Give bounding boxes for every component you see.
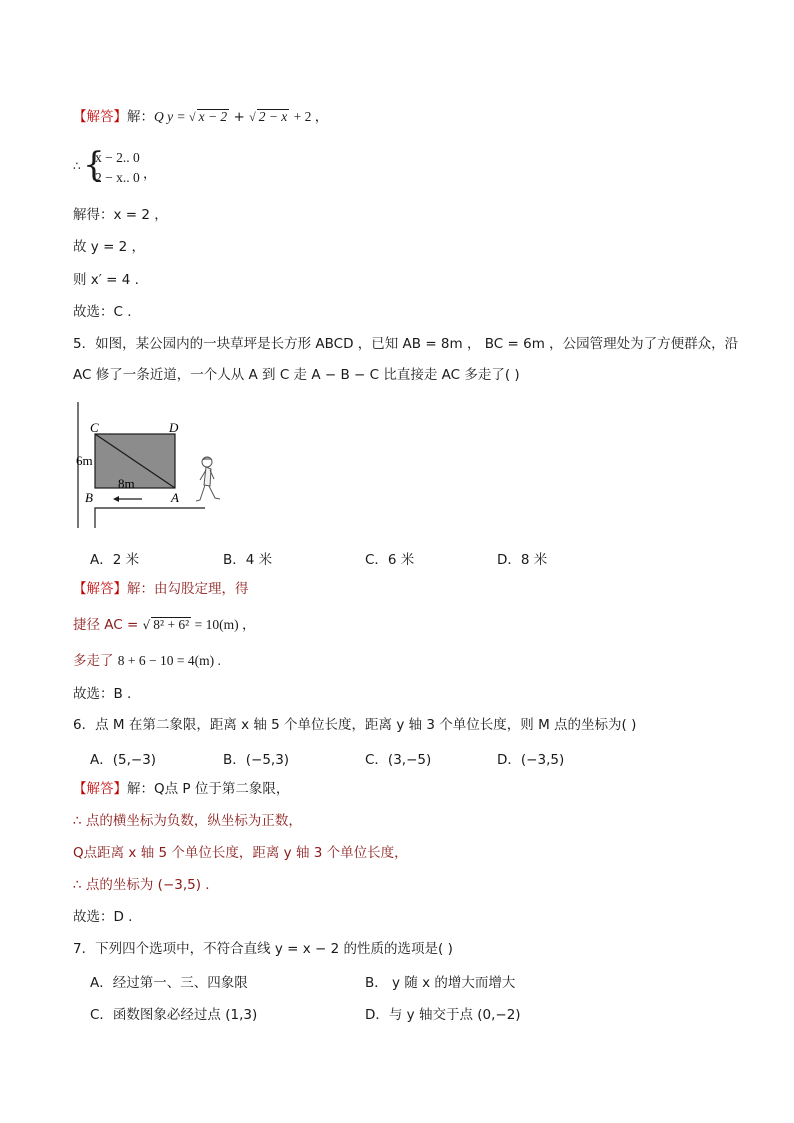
fig-path-line [95, 508, 205, 528]
q5-a1-text: 解：由勾股定理，得 [127, 581, 249, 597]
q5-answer-line-3 [73, 652, 221, 670]
q5-option-b: B．4 米 [223, 552, 273, 568]
q5-option-d: D．8 米 [497, 552, 548, 568]
answer-tag: 【解答】 [73, 781, 127, 797]
q7-option-d: D．与 y 轴交于点 (0,−2) [365, 1007, 521, 1023]
brace-symbol: { [83, 145, 105, 185]
q4-line-3: 解得：x = 2 ， [73, 207, 168, 223]
q5-a2-sqrt: 8² + 6² [153, 617, 190, 632]
q6-option-c: C．(3,−5) [365, 752, 432, 768]
label-b: B [85, 490, 93, 505]
answer-tag: 【解答】 [73, 581, 127, 597]
label-a: A [171, 490, 179, 505]
q4-l1-prefix: 解： [127, 109, 154, 125]
q4-sys-tail: ， [143, 166, 157, 182]
label-c: C [90, 420, 99, 435]
fig-arrow-head [113, 496, 119, 502]
q6-answer-line-2: ∴ 点的横坐标为负数，纵坐标为正数， [73, 813, 302, 829]
q5-option-a: A．2 米 [90, 552, 140, 568]
q7-question: 7．下列四个选项中，不符合直线 y = x − 2 的性质的选项是( ) [73, 941, 453, 957]
q6-a1-text: 解：Q点 P 位于第二象限， [127, 781, 290, 797]
q5-a3-math: 8 + 6 − 10 = 4(m) . [117, 653, 221, 668]
q4-sqrt-2: 2 − x [258, 109, 288, 124]
q4-l1-math: Q y = [154, 109, 189, 124]
therefore-symbol: ∴ [73, 159, 81, 173]
q7-option-b: B． y 随 x 的增大而增大 [365, 975, 516, 991]
label-6m: 6m [76, 453, 93, 468]
q7-option-c: C．函数图象必经过点 (1,3) [90, 1007, 258, 1023]
q5-answer-line-4: 故选：B . [73, 686, 132, 702]
q5-question-line-1: 5．如图，某公园内的一块草坪是长方形 ABCD ，已知 AB = 8m ， BC = 6m ，公园管理处为了方便群众，沿 [73, 336, 739, 352]
q6-answer-line-5: 故选：D . [73, 909, 133, 925]
q5-a3-text: 多走了 [73, 653, 118, 669]
q7-option-a: A．经过第一、三、四象限 [90, 975, 248, 991]
q6-answer-line-3: Q点距离 x 轴 5 个单位长度，距离 y 轴 3 个单位长度， [73, 845, 408, 861]
q5-figure [70, 400, 240, 535]
answer-tag: 【解答】 [73, 109, 127, 125]
q6-question: 6．点 M 在第二象限，距离 x 轴 5 个单位长度，距离 y 轴 3 个单位长度，则 M 点的坐标为( ) [73, 717, 637, 733]
q4-line-5: 则 x′ = 4 . [73, 272, 139, 288]
q5-question-line-2: AC 修了一条近道，一个人从 A 到 C 走 A − B − C 比直接走 AC 多走了( ) [73, 367, 520, 383]
label-8m: 8m [118, 476, 135, 491]
q6-option-b: B．(−5,3) [223, 752, 290, 768]
walking-person-icon [196, 457, 220, 501]
q4-sys-line-1: x − 2.. 0 [95, 150, 140, 165]
q6-answer-line-1 [73, 780, 289, 798]
q6-option-a: A．(5,−3) [90, 752, 157, 768]
q5-a2-tail: = 10(m) ， [191, 617, 256, 632]
q6-answer-line-4: ∴ 点的坐标为 (−3,5) . [73, 877, 210, 893]
q5-option-c: C．6 米 [365, 552, 415, 568]
q5-a2-prefix: 捷径 AC = [73, 617, 143, 633]
q4-answer-line-1: 【解答】解：Q y = √ x − 2 + √ 2 − x + 2 ， [73, 109, 329, 125]
q5-answer-line-1 [73, 580, 249, 598]
q4-sqrt-1: x − 2 [198, 109, 228, 124]
label-d: D [169, 420, 179, 435]
q5-answer-line-2: 捷径 AC = √ 8² + 6² = 10(m) ， [73, 617, 256, 633]
q4-line-6: 故选：C . [73, 304, 132, 320]
q4-line-4: 故 y = 2 ， [73, 239, 146, 255]
q4-sys-line-2: 2 − x.. 0 [95, 170, 140, 185]
q4-l1-tail: + 2 ， [293, 109, 329, 124]
q6-option-d: D．(−3,5) [497, 752, 565, 768]
